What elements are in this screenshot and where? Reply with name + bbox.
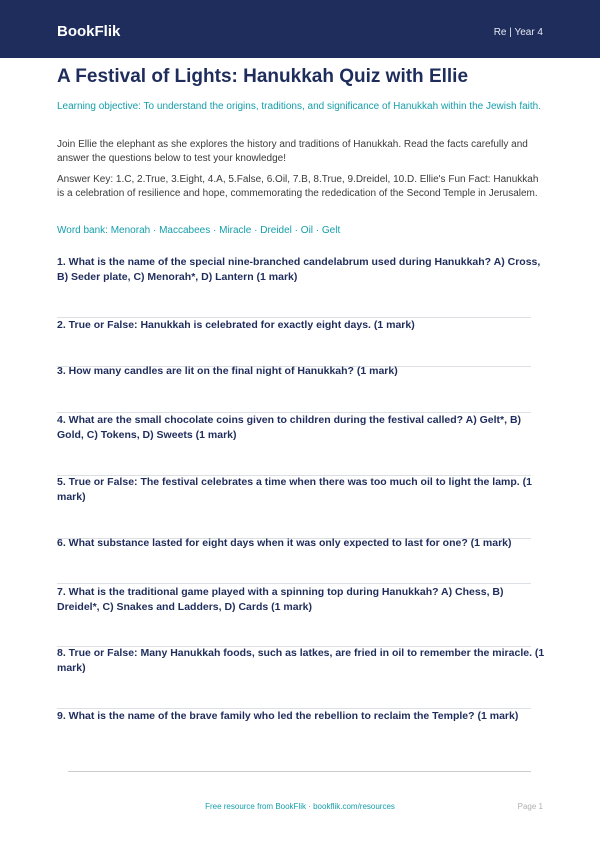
question-7: 7. What is the traditional game played with a spinning top during Hanukkah? A) Chess, B) Dreidel*, C) Snakes and Ladders, D) Cards (1 mark): [57, 586, 504, 613]
question-5: 5. True or False: The festival celebrates a time when there was too much oil to light the lamp. (1 mark): [57, 476, 532, 503]
question-9: 9. What is the name of the brave family who led the rebellion to reclaim the Temple? (1 mark): [57, 710, 519, 722]
page-header: [0, 0, 600, 58]
question-4: 4. What are the small chocolate coins given to children during the festival called? A) Gelt*, B) Gold, C) Tokens, D) Sweets (1 mark): [57, 414, 522, 441]
page-title: A Festival of Lights: Hanukkah Quiz with Ellie: [57, 66, 469, 87]
question-2: 2. True or False: Hanukkah is celebrated for exactly eight days. (1 mark): [57, 319, 415, 331]
question-1: 1. What is the name of the special nine-branched candelabrum used during Hanukkah? A) Cross, B) Seder plate, C) Menorah*, D) Lantern (1 mark): [57, 256, 541, 283]
word-bank: Word bank: Menorah · Maccabees · Miracle · Dreidel · Oil · Gelt: [57, 225, 341, 236]
question-6: 6. What substance lasted for eight days when it was only expected to last for one? (1 mark): [57, 537, 512, 549]
answer-line-6: [57, 583, 531, 584]
question-3: 3. How many candles are lit on the final night of Hanukkah? (1 mark): [57, 365, 398, 377]
answer-key: Answer Key: 1.C, 2.True, 3.Eight, 4.A, 5.False, 6.Oil, 7.B, 8.True, 9.Dreidel, 10.D. Ellie's Fun Fact: Hanukkah is a celebration of resilience and hope, commemorating the rededication of the Second Temple in Jerusalem.: [57, 174, 539, 199]
subject-year-label: Re | Year 4: [493, 27, 543, 38]
question-8: 8. True or False: Many Hanukkah foods, such as latkes, are fried in oil to remember the miracle. (1 mark): [57, 647, 545, 674]
page-number: Page 1: [517, 802, 543, 811]
footer-text: Free resource from BookFlik · bookflik.com/resources: [205, 802, 395, 811]
intro-paragraph: Join Ellie the elephant as she explores the history and traditions of Hanukkah. Read the facts carefully and answer the questions below to test your knowledge!: [57, 139, 528, 164]
learning-objective: Learning objective: To understand the origins, traditions, and significance of Hanukkah within the Jewish faith.: [57, 101, 541, 112]
answer-line-9: [68, 771, 531, 772]
brand-logo-text: BookFlik: [57, 23, 121, 40]
